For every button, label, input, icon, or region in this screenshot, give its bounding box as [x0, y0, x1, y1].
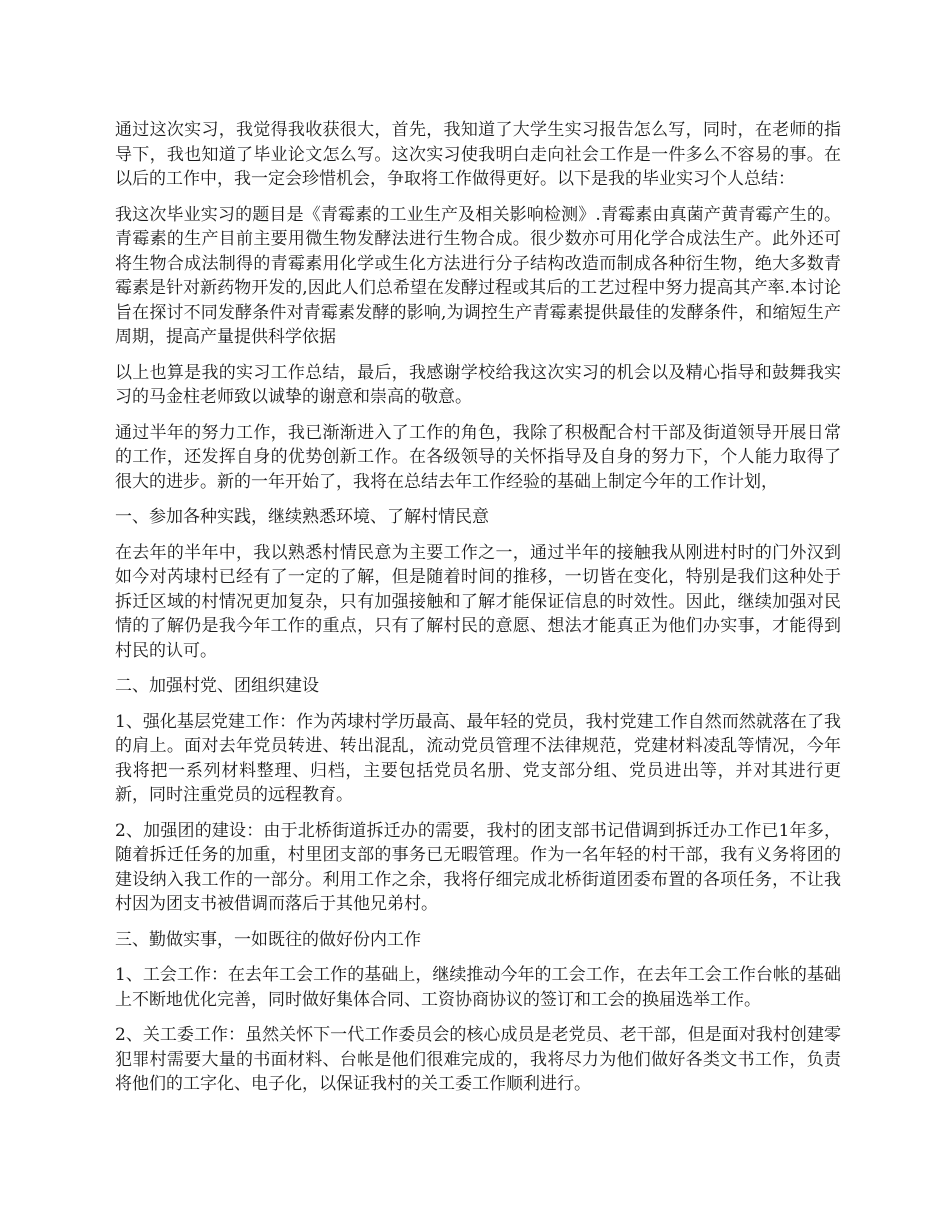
paragraph-union-work: 1、工会工作：在去年工会工作的基础上，继续推动今年的工会工作，在去年工会工作台帐的基础上不断地优化完善，同时做好集体合同、工资协商协议的签订和工会的换届选举工作。	[115, 965, 841, 1010]
paragraph-work-summary: 通过半年的努力工作，我已渐渐进入了工作的角色，我除了积极配合村干部及街道领导开展日常的工作，还发挥自身的优势创新工作。在各级领导的关怀指导及自身的努力下，个人能力取得了很大的进步。新的一年开始了，我将在总结去年工作经验的基础上制定今年的工作计划，	[115, 422, 841, 492]
paragraph-village-situation: 在去年的半年中，我以熟悉村情民意为主要工作之一，通过半年的接触我从刚进村时的门外汉到如今对芮埭村已经有了一定的了解，但是随着时间的推移，一切皆在变化，特别是我们这种处于拆迁区域的村情况更加复杂，只有加强接触和了解才能保证信息的时效性。因此，继续加强对民情的了解仍是我今年工作的重点，只有了解村民的意愿、想法才能真正为他们办实事，才能得到村民的认可。	[115, 542, 841, 661]
paragraph-league-building: 2、加强团的建设：由于北桥街道拆迁办的需要，我村的团支部书记借调到拆迁办工作已1年多，随着拆迁任务的加重，村里团支部的事务已无暇管理。作为一名年轻的村干部，我有义务将团的建设纳入我工作的一部分。利用工作之余，我将仔细完成北桥街道团委布置的各项任务，不让我村因为团支书被借调而落后于其他兄弟村。	[115, 820, 841, 914]
paragraph-thanks: 以上也算是我的实习工作总结，最后，我感谢学校给我这次实习的机会以及精心指导和鼓舞我实习的马金柱老师致以诚挚的谢意和崇高的敬意。	[115, 362, 841, 407]
section-heading-3: 三、勤做实事，一如既往的做好份内工作	[115, 929, 421, 950]
paragraph-party-building: 1、强化基层党建工作：作为芮埭村学历最高、最年轻的党员，我村党建工作自然而然就落在了我的肩上。面对去年党员转进、转出混乱，流动党员管理不法律规范，党建材料凌乱等情况，今年我将把一系列材料整理、归档，主要包括党员名册、党支部分组、党员进出等，并对其进行更新，同时注重党员的远程教育。	[115, 711, 841, 805]
section-heading-1: 一、参加各种实践，继续熟悉环境、了解村情民意	[115, 507, 489, 527]
paragraph-internship-topic: 我这次毕业实习的题目是《青霉素的工业生产及相关影响检测》.青霉素由真菌产黄青霉产生的。青霉素的生产目前主要用微生物发酵法进行生物合成。很少数亦可用化学合成法生产。此外还可将生物合成法制得的青霉素用化学或生化方法进行分子结构改造而制成各种衍生物，绝大多数青霉素是针对新药物开发的,因此人们总希望在发酵过程或其后的工艺过程中努力提高其产率.本讨论旨在探讨不同发酵条件对青霉素发酵的影响,为调控生产青霉素提供最佳的发酵条件，和缩短生产周期，提高产量提供科学依据	[115, 204, 841, 347]
section-heading-2: 二、加强村党、团组织建设	[115, 676, 319, 696]
document-body	[115, 118, 841, 1108]
paragraph-care-committee: 2、关工委工作：虽然关怀下一代工作委员会的核心成员是老党员、老干部，但是面对我村创建零犯罪村需要大量的书面材料、台帐是他们很难完成的，我将尽力为他们做好各类文书工作，负责将他们的工字化、电子化，以保证我村的关工委工作顺利进行。	[115, 1025, 841, 1094]
paragraph-intro: 通过这次实习，我觉得我收获很大，首先，我知道了大学生实习报告怎么写，同时，在老师的指导下，我也知道了毕业论文怎么写。这次实习使我明白走向社会工作是一件多么不容易的事。在以后的工作中，我一定会珍惜机会，争取将工作做得更好。以下是我的毕业实习个人总结：	[115, 120, 841, 189]
